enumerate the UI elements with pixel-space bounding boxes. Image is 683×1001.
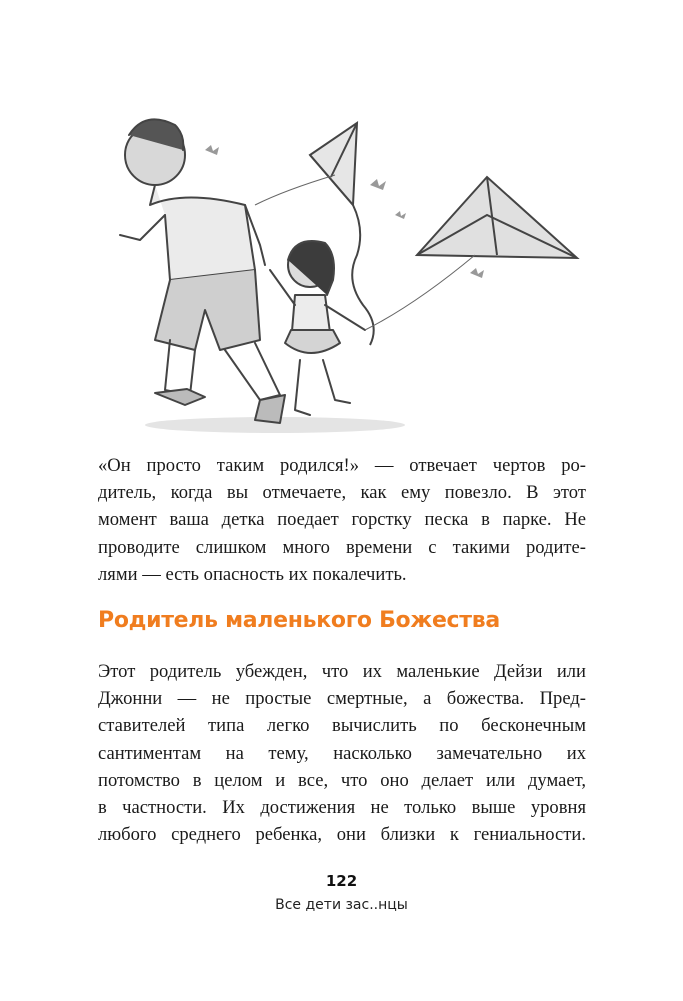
paragraph-line: дитель, когда вы отмечаете, как ему повезло. В этот xyxy=(98,482,586,504)
paragraph-line: потомство в целом и все, что оно делает или думает, xyxy=(98,769,586,791)
paragraph-line: ставителей типа легко вычислить по бесконечным xyxy=(98,715,586,737)
section-heading: Родитель маленького Божества xyxy=(98,608,500,633)
paragraph-line: «Он просто таким родился!» — отвечает чертов ро- xyxy=(98,455,586,476)
running-footer-title: Все дети зас..нцы xyxy=(275,897,408,913)
paragraph-line: любого среднего ребенка, они близки к гениальности. xyxy=(98,824,586,846)
father-figure xyxy=(120,119,285,423)
daughter-figure xyxy=(270,241,365,415)
paragraph-line: момент ваша детка поедает горстку песка в парке. Не xyxy=(98,509,586,531)
page-number: 122 xyxy=(325,872,358,890)
paragraph-line: Этот родитель убежден, что их маленькие Дейзи или xyxy=(98,661,586,682)
paragraph-2 xyxy=(98,658,586,848)
paragraph-line: в частности. Их достижения не только выше уровня xyxy=(98,797,586,819)
kite-illustration xyxy=(95,95,595,440)
paragraph-line: Джонни — не простые смертные, а божества. Пред- xyxy=(98,688,586,710)
paragraph-line: сантиментам на тему, насколько замечательно их xyxy=(98,742,586,764)
paragraph-line: лями — есть опасность их покалечить. xyxy=(98,563,407,585)
kite-2 xyxy=(417,177,577,258)
paragraph-line: проводите слишком много времени с такими родите- xyxy=(98,536,586,558)
paragraph-1 xyxy=(98,452,586,588)
